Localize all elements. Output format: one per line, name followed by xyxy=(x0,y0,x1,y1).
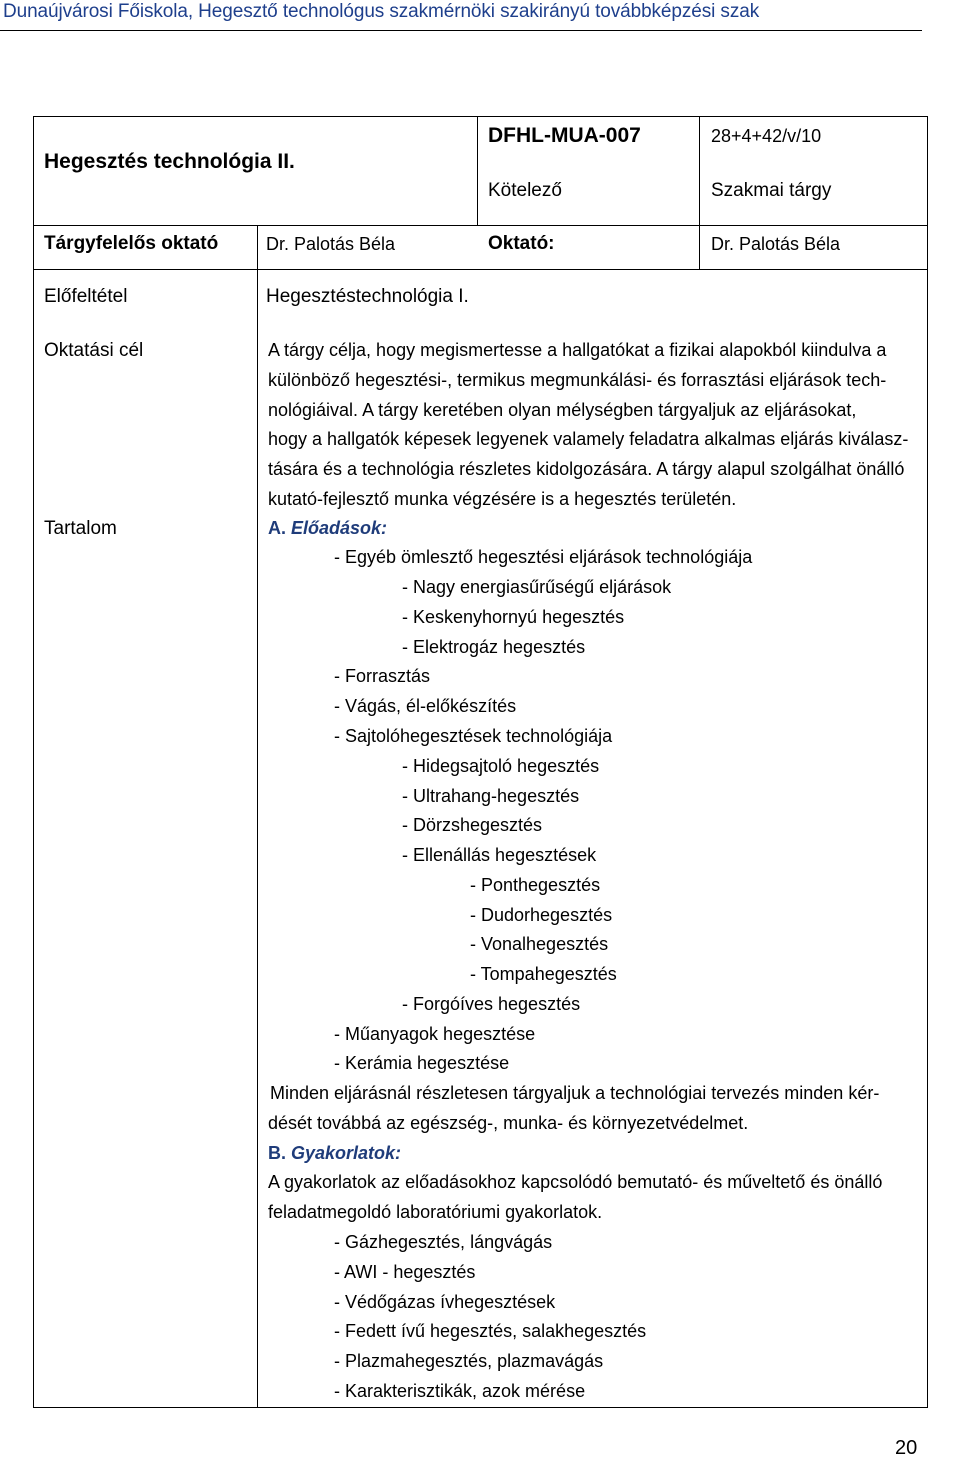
lecture-item: - Dudorhegesztés xyxy=(470,905,613,925)
column-divider-1 xyxy=(257,225,258,1408)
practice-item: - Plazmahegesztés, plazmavágás xyxy=(334,1351,604,1371)
lecture-item: - Sajtolóhegesztések technológiája xyxy=(334,726,613,746)
lecture-item: - Dörzshegesztés xyxy=(402,815,543,835)
prereq-label: Előfeltétel xyxy=(44,286,128,307)
lectures-prefix: A. xyxy=(268,518,286,538)
lecture-item: - Hidegsajtoló hegesztés xyxy=(402,756,600,776)
goal-label: Oktatási cél xyxy=(44,340,144,361)
lecture-item: - Ponthegesztés xyxy=(470,875,601,895)
practice-heading xyxy=(268,1143,401,1164)
column-divider-3 xyxy=(699,116,700,269)
lecture-item: - Elektrogáz hegesztés xyxy=(402,637,586,657)
lecture-item: - Vonalhegesztés xyxy=(470,934,609,954)
running-header: Dunaújvárosi Főiskola, Hegesztő technológus szakmérnöki szakirányú továbbképzési szak xyxy=(3,1,760,22)
goal-line: különböző hegesztési-, termikus megmunkálási- és forrasztási eljárások tech- xyxy=(268,369,887,390)
lecture-item: - Nagy energiasűrűségű eljárások xyxy=(402,577,672,597)
goal-line: nológiáival. A tárgy keretében olyan mélységben tárgyaljuk az eljárásokat, xyxy=(268,399,857,420)
page-number: 20 xyxy=(895,1437,918,1459)
column-divider-2 xyxy=(477,116,478,225)
lectures-note-line: Minden eljárásnál részletesen tárgyaljuk a technológiai tervezés minden kér- xyxy=(270,1083,880,1103)
lecture-item: - Keskenyhornyú hegesztés xyxy=(402,607,625,627)
instructor-label: Oktató: xyxy=(488,233,555,254)
responsible-label: Tárgyfelelős oktató xyxy=(44,233,219,254)
practice-heading-text: Gyakorlatok: xyxy=(291,1143,402,1163)
practice-item: - Karakterisztikák, azok mérése xyxy=(334,1381,586,1401)
prereq-value: Hegesztéstechnológia I. xyxy=(266,286,469,307)
practice-intro-line: A gyakorlatok az előadásokhoz kapcsolódó bemutató- és műveltető és önálló xyxy=(268,1172,883,1192)
content-label: Tartalom xyxy=(44,518,117,539)
practice-intro-line: feladatmegoldó laboratóriumi gyakorlatok. xyxy=(268,1202,603,1222)
practice-item: - Gázhegesztés, lángvágás xyxy=(334,1232,553,1252)
header-rule xyxy=(0,30,922,31)
course-code: DFHL-MUA-007 xyxy=(488,124,641,147)
course-name: Hegesztés technológia II. xyxy=(44,150,295,173)
course-status: Kötelező xyxy=(488,180,562,201)
lecture-item: - Forrasztás xyxy=(334,666,431,686)
lecture-item: - Forgóíves hegesztés xyxy=(402,994,581,1014)
instructor-name: Dr. Palotás Béla xyxy=(711,234,841,254)
goal-paragraph xyxy=(268,336,921,515)
goal-line: A tárgy célja, hogy megismertesse a hallgatókat a fizikai alapokból kiindulva a xyxy=(268,340,887,360)
practice-prefix: B. xyxy=(268,1143,286,1163)
course-type: Szakmai tárgy xyxy=(711,180,832,201)
lecture-item: - Műanyagok hegesztése xyxy=(334,1024,536,1044)
lecture-item: - Ultrahang-hegesztés xyxy=(402,786,580,806)
lectures-heading-text: Előadások: xyxy=(291,518,388,538)
goal-line: hogy a hallgatók képesek legyenek valamely feladatra alkalmas eljárás kiválasz- xyxy=(268,429,909,450)
lecture-item: - Vágás, él-előkészítés xyxy=(334,696,517,716)
practice-item: - AWI - hegesztés xyxy=(334,1262,476,1282)
goal-line: kutató-fejlesztő munka végzésére is a hegesztés területén. xyxy=(268,488,737,509)
goal-line: tására és a technológia részletes kidolgozására. A tárgy alapul szolgálhat önálló xyxy=(268,459,905,480)
lectures-heading xyxy=(268,518,387,539)
course-hours: 28+4+42/v/10 xyxy=(711,126,822,146)
lectures-note-line: dését továbbá az egészség-, munka- és környezetvédelmet. xyxy=(268,1113,749,1133)
lecture-item: - Egyéb ömlesztő hegesztési eljárások technológiája xyxy=(334,547,753,567)
practice-item: - Fedett ívű hegesztés, salakhegesztés xyxy=(334,1321,647,1341)
row-divider-2 xyxy=(33,269,928,270)
responsible-name: Dr. Palotás Béla xyxy=(266,234,396,254)
lecture-item: - Kerámia hegesztése xyxy=(334,1053,510,1073)
lecture-item: - Tompahegesztés xyxy=(470,964,617,984)
practice-item: - Védőgázas ívhegesztések xyxy=(334,1292,556,1312)
row-divider-1 xyxy=(33,225,928,226)
lecture-item: - Ellenállás hegesztések xyxy=(402,845,597,865)
